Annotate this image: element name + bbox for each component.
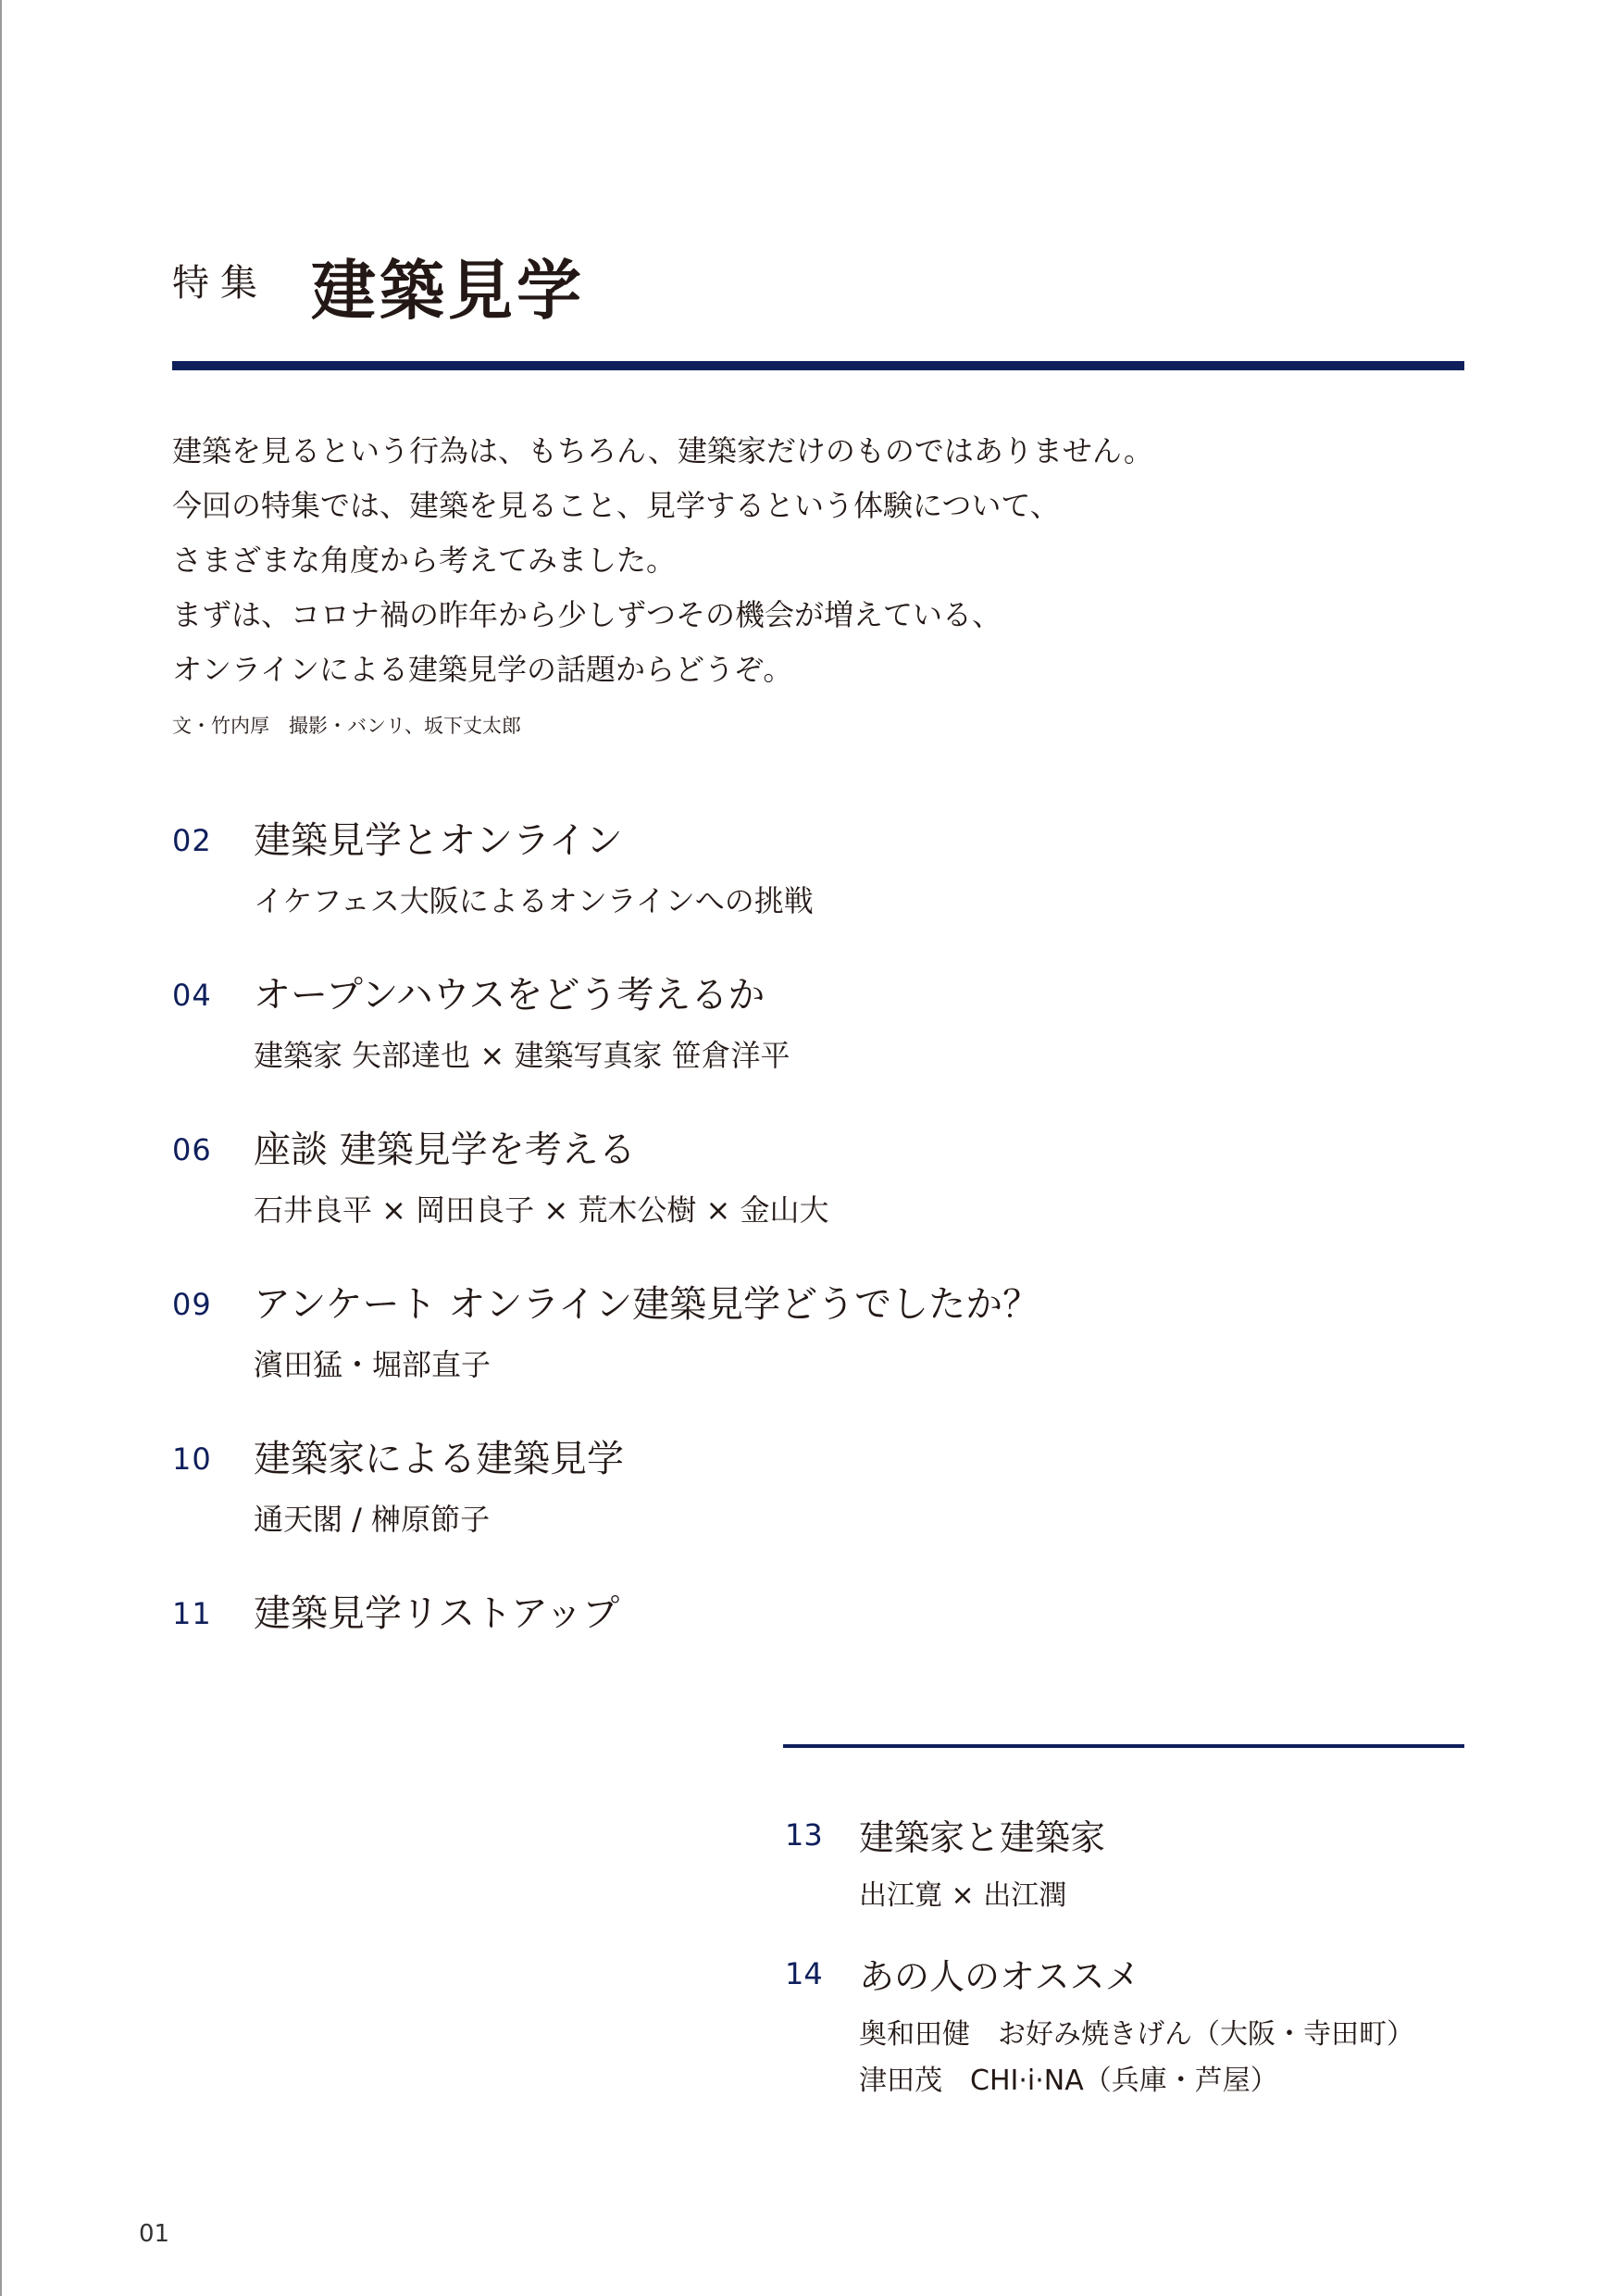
toc-title: 建築家による建築見学 bbox=[254, 1438, 624, 1480]
toc-title: オープンハウスをどう考えるか bbox=[254, 974, 765, 1017]
page-number: 01 bbox=[139, 2220, 170, 2248]
intro-line: 今回の特集では、建築を見ること、見学するという体験について、 bbox=[172, 488, 1060, 523]
section-rule bbox=[783, 1744, 1464, 1748]
intro-line: 建築を見るという行為は、もちろん、建築家だけのものではありません。 bbox=[172, 433, 1153, 468]
header-rule bbox=[172, 361, 1464, 370]
toc-page-number: 13 bbox=[785, 1817, 823, 1853]
toc-page-number: 04 bbox=[172, 978, 212, 1013]
credit-line: 文・竹内厚 撮影・バンリ、坂下丈太郎 bbox=[172, 715, 521, 737]
toc-page-number: 14 bbox=[785, 1956, 823, 1991]
toc-subtitle-second: 津田茂 CHI·i·NA（兵庫・芦屋） bbox=[859, 2065, 1278, 2097]
toc-page-number: 10 bbox=[172, 1441, 212, 1477]
toc-page-number: 02 bbox=[172, 823, 212, 858]
toc-title: 建築家と建築家 bbox=[859, 1817, 1106, 1858]
toc-subtitle: 出江寛 × 出江潤 bbox=[859, 1879, 1067, 1912]
intro-line: さまざまな角度から考えてみました。 bbox=[172, 543, 677, 578]
toc-subtitle: 石井良平 × 岡田良子 × 荒木公樹 × 金山大 bbox=[254, 1192, 829, 1228]
feature-title: 建築見学 bbox=[311, 253, 585, 329]
intro-line: オンラインによる建築見学の話題からどうぞ。 bbox=[172, 652, 793, 687]
intro-text bbox=[172, 424, 1153, 697]
toc-subtitle: 奥和田健 お好み焼きげん（大阪・寺田町） bbox=[859, 2018, 1414, 2051]
toc-title: 座談 建築見学を考える bbox=[254, 1129, 636, 1171]
toc-title: 建築見学リストアップ bbox=[254, 1592, 620, 1635]
toc-subtitle: 建築家 矢部達也 × 建築写真家 笹倉洋平 bbox=[254, 1038, 790, 1073]
toc-title: 建築見学とオンライン bbox=[254, 819, 623, 862]
toc-page-number: 09 bbox=[172, 1287, 212, 1322]
feature-label: 特集 bbox=[172, 262, 268, 305]
toc-subtitle: 通天閣 / 榊原節子 bbox=[254, 1502, 491, 1537]
toc-title: あの人のオススメ bbox=[859, 1956, 1140, 1997]
intro-line: まずは、コロナ禍の昨年から少しずつその機会が増えている、 bbox=[172, 597, 1002, 632]
toc-subtitle: イケフェス大阪によるオンラインへの挑戦 bbox=[254, 883, 814, 918]
page-edge bbox=[0, 0, 2, 2296]
toc-subtitle: 濱田猛・堀部直子 bbox=[254, 1347, 492, 1382]
toc-page-number: 11 bbox=[172, 1596, 212, 1631]
toc-title: アンケート オンライン建築見学どうでしたか？ bbox=[254, 1283, 1040, 1326]
toc-page-number: 06 bbox=[172, 1132, 212, 1167]
